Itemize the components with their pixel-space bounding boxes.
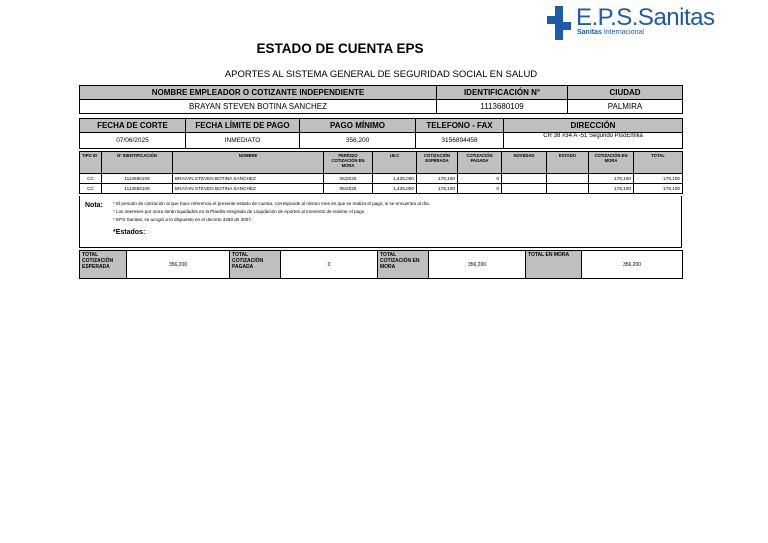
- contributor-header-table: [79, 85, 683, 114]
- col-header-tipo-id: TIPO ID: [80, 152, 102, 174]
- page-subtitle: APORTES AL SISTEMA GENERAL DE SEGURIDAD SOCIAL EN SALUD: [224, 69, 538, 80]
- totals-table: [79, 250, 683, 279]
- cell-pagada: 0: [458, 184, 502, 194]
- cell-total: 178,100: [634, 174, 683, 184]
- cell-esperada: 178,100: [417, 184, 458, 194]
- cell-tipo-id: CC: [80, 184, 102, 194]
- col-header-ibc: I.B.C: [373, 152, 417, 174]
- contributor-name: BRAYAN STEVEN BOTINA SANCHEZ: [80, 100, 437, 114]
- account-info-table: [79, 118, 683, 149]
- col-header-mora: COTIZACIÓN EN MORA: [589, 152, 634, 174]
- contributor-city: PALMIRA: [568, 100, 683, 114]
- address-label: DIRECCIÓN: [504, 119, 683, 133]
- col-header-periodo: PERÍODO COTIZACIÓN EN MORA: [324, 152, 373, 174]
- col-header-novedad: NOVEDAD: [502, 152, 547, 174]
- cell-novedad: [502, 184, 547, 194]
- contributor-id: 1113680109: [437, 100, 568, 114]
- name-label: NOMBRE EMPLEADOR O COTIZANTE INDEPENDIENTE: [80, 86, 437, 100]
- cell-identificacion: 1113680109: [102, 174, 173, 184]
- total-paid: 0: [281, 251, 378, 279]
- total-paid-label: TOTAL COTIZACIÓN PAGADA: [230, 251, 281, 279]
- limit-date-label: FECHA LÍMITE DE PAGO: [186, 119, 300, 133]
- total-mora-label: TOTAL COTIZACIÓN EN MORA: [378, 251, 429, 279]
- cell-novedad: [502, 174, 547, 184]
- note-line: * El periodo de cotización al que hace referencia el presente estado de cuenta, corresponde al mismo mes en que se realiza el pago, si se encuentra al día.: [113, 201, 430, 206]
- cell-tipo-id: CC: [80, 174, 102, 184]
- cell-identificacion: 1113680109: [102, 184, 173, 194]
- note-label: Nota:: [85, 202, 103, 209]
- eps-sanitas-logo: [546, 4, 715, 44]
- cell-total: 178,100: [634, 184, 683, 194]
- limit-date: INMEDIATO: [186, 133, 300, 149]
- col-header-esperada: COTIZACIÓN ESPERADA: [417, 152, 458, 174]
- page-title: ESTADO DE CUENTA EPS: [256, 41, 424, 56]
- cell-ibc: 1,425,000: [373, 184, 417, 194]
- col-header-nombre: NOMBRE: [173, 152, 324, 174]
- notes-box: [79, 196, 682, 248]
- total-en-mora: 356,200: [582, 251, 683, 279]
- min-payment-label: PAGO MÍNIMO: [300, 119, 416, 133]
- address: CR 38 #34 A -51 Segundo PisoEmilia: [504, 133, 683, 149]
- col-header-total: TOTAL: [634, 152, 683, 174]
- sanitas-mark-icon: [546, 6, 572, 40]
- total-en-mora-label: TOTAL EN MORA: [526, 251, 582, 279]
- cell-mora: 178,100: [589, 184, 634, 194]
- table-row: [80, 184, 683, 194]
- cut-date-label: FECHA DE CORTE: [80, 119, 186, 133]
- table-row: [80, 174, 683, 184]
- cell-periodo: 05/2025: [324, 174, 373, 184]
- cell-esperada: 178,100: [417, 174, 458, 184]
- col-header-identificacion: N° IDENTIFICACIÓN: [102, 152, 173, 174]
- cell-mora: 178,100: [589, 174, 634, 184]
- cell-ibc: 1,425,000: [373, 174, 417, 184]
- note-line: * Los intereses por mora serán liquidados en la Planilla Integrada de Liquidación de Aportes al momento de realizar el pago .: [113, 209, 367, 214]
- estados-label: *Estados:: [113, 229, 146, 236]
- contributions-table: [79, 151, 683, 194]
- logo-text: E.P.S.Sanitas: [576, 4, 715, 31]
- cell-estado: [547, 174, 589, 184]
- logo-subtext: Sanitas Internacional: [577, 29, 644, 36]
- min-payment: 356,200: [300, 133, 416, 149]
- cell-pagada: 0: [458, 174, 502, 184]
- col-header-pagada: COTIZACIÓN PAGADA: [458, 152, 502, 174]
- phone-label: TELEFONO - FAX: [416, 119, 504, 133]
- total-expected: 356,200: [127, 251, 230, 279]
- cut-date: 07/06/2025: [80, 133, 186, 149]
- phone: 3156894458: [416, 133, 504, 149]
- city-label: CIUDAD: [568, 86, 683, 100]
- total-expected-label: TOTAL COTIZACIÓN ESPERADA: [80, 251, 127, 279]
- cell-nombre: BRAYAN STEVEN BOTINA SANCHEZ: [173, 174, 324, 184]
- note-lines: [113, 200, 430, 224]
- id-label: IDENTIFICACIÓN N°: [437, 86, 568, 100]
- col-header-estado: ESTADO: [547, 152, 589, 174]
- cell-estado: [547, 184, 589, 194]
- cell-periodo: 06/2025: [324, 184, 373, 194]
- note-line: * EPS Sanitas, se acogió a lo dispuesto en el decreto 3260 de 2007.: [113, 217, 253, 222]
- total-mora: 356,200: [429, 251, 526, 279]
- cell-nombre: BRAYAN STEVEN BOTINA SANCHEZ: [173, 184, 324, 194]
